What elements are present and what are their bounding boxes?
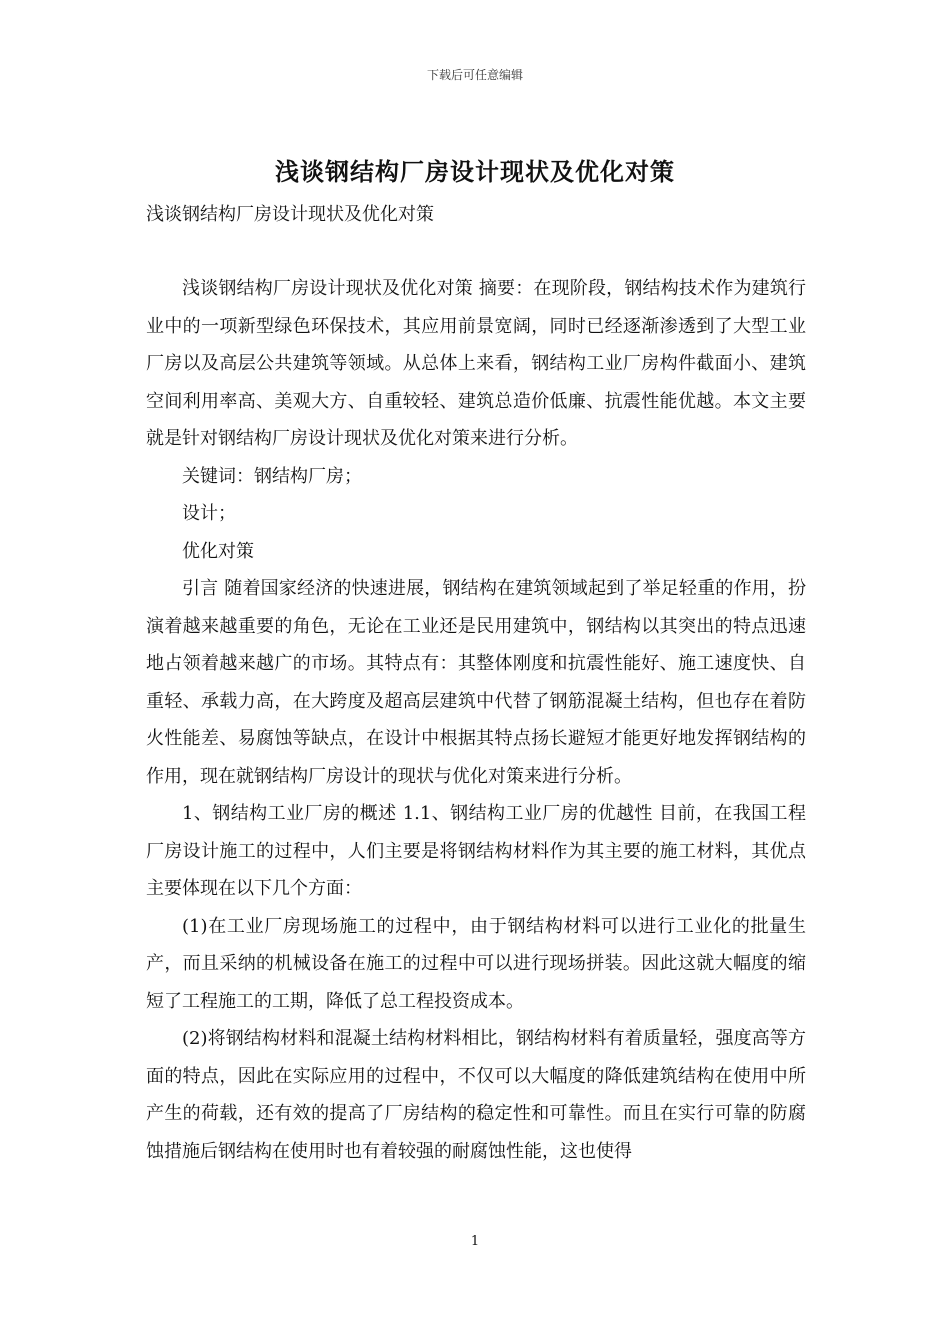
section-1-paragraph: 1、钢结构工业厂房的概述 1.1、钢结构工业厂房的优越性 目前，在我国工程厂房设计施工的过程中，人们主要是将钢结构材料作为其主要的施工材料，其优点主要体现在以下几个方面： (146, 803, 806, 899)
document-subtitle: 浅谈钢结构厂房设计现状及优化对策 (146, 204, 434, 225)
keyword-design: 设计； (182, 503, 236, 524)
document-title: 浅谈钢结构厂房设计现状及优化对策 (275, 157, 675, 186)
introduction-paragraph: 引言 随着国家经济的快速进展，钢结构在建筑领域起到了举足轻重的作用，扮演着越来越重要的角色，无论在工业还是民用建筑中，钢结构以其突出的特点迅速地占领着越来越广的市场。其特点有：其整体刚度和抗震性能好、施工速度快、自重轻、承载力高，在大跨度及超高层建筑中代替了钢筋混凝土结构，但也存在着防火性能差、易腐蚀等缺点，在设计中根据其特点扬长避短才能更好地发挥钢结构的作用，现在就钢结构厂房设计的现状与优化对策来进行分析。 (146, 578, 806, 787)
keywords-line: 关键词：钢结构厂房； (182, 465, 362, 487)
point-2-paragraph: (2)将钢结构材料和混凝土结构材料相比，钢结构材料有着质量轻，强度高等方面的特点，因此在实际应用的过程中，不仅可以大幅度的降低建筑结构在使用中所产生的荷载，还有效的提高了厂房结构的稳定性和可靠性。而且在实行可靠的防腐蚀措施后钢结构在使用时也有着较强的耐腐蚀性能，这也使得 (146, 1028, 806, 1162)
abstract-paragraph: 浅谈钢结构厂房设计现状及优化对策 摘要：在现阶段，钢结构技术作为建筑行业中的一项新型绿色环保技术，其应用前景宽阔，同时已经逐渐渗透到了大型工业厂房以及高层公共建筑等领域。从总体上来看，钢结构工业厂房构件截面小、建筑空间利用率高、美观大方、自重较轻、建筑总造价低廉、抗震性能优越。本文主要就是针对钢结构厂房设计现状及优化对策来进行分析。 (146, 278, 806, 449)
point-1-paragraph: (1)在工业厂房现场施工的过程中，由于钢结构材料可以进行工业化的批量生产，而且采纳的机械设备在施工的过程中可以进行现场拼装。因此这就大幅度的缩短了工程施工的工期，降低了总工程投资成本。 (146, 915, 806, 1012)
keyword-optimization: 优化对策 (182, 540, 254, 562)
page-number: 1 (470, 1234, 480, 1249)
header-note: 下载后可任意编辑 (426, 68, 523, 82)
body-text (146, 270, 806, 1170)
